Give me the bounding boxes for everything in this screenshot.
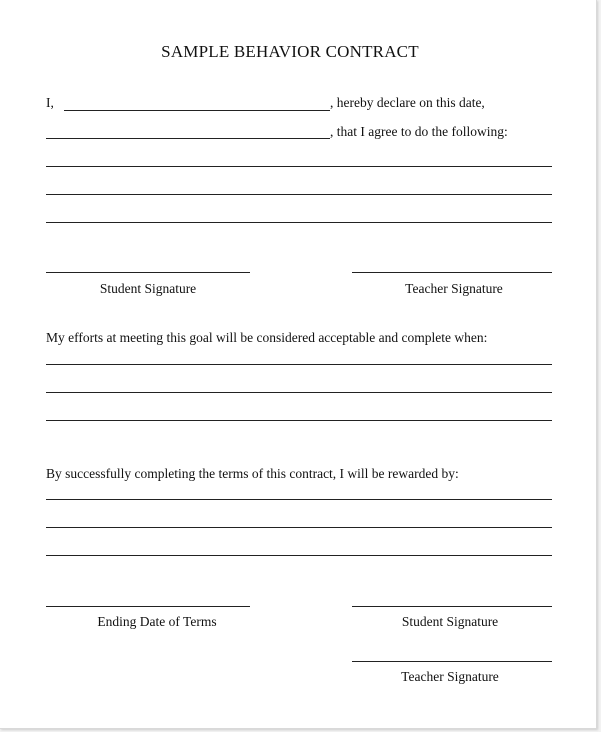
acceptance-line-1[interactable] [46,364,552,365]
document-title: SAMPLE BEHAVIOR CONTRACT [161,42,419,61]
reward-line-1[interactable] [46,499,552,500]
teacher-signature-line-top[interactable] [352,272,552,273]
agreement-line-3[interactable] [46,222,552,223]
reward-line-2[interactable] [46,527,552,528]
acceptance-prompt: My efforts at meeting this goal will be considered acceptable and complete when: [46,330,488,345]
date-line[interactable] [46,138,330,139]
acceptance-line-2[interactable] [46,392,552,393]
reward-prompt: By successfully completing the terms of this contract, I will be rewarded by: [46,466,459,481]
ending-date-label: Ending Date of Terms [97,614,217,629]
declaration-line2-suffix: , that I agree to do the following: [330,124,508,139]
declaration-prefix: I, [46,95,54,110]
teacher-signature-label-bottom: Teacher Signature [401,669,499,684]
ending-date-line[interactable] [46,606,250,607]
student-name-line[interactable] [64,110,330,111]
teacher-signature-label-top: Teacher Signature [405,281,503,296]
student-signature-label-top: Student Signature [99,281,197,296]
student-signature-line-top[interactable] [46,272,250,273]
agreement-line-2[interactable] [46,194,552,195]
acceptance-line-3[interactable] [46,420,552,421]
agreement-line-1[interactable] [46,166,552,167]
declaration-line1-suffix: , hereby declare on this date, [330,95,485,110]
student-signature-label-bottom: Student Signature [401,614,499,629]
teacher-signature-line-bottom[interactable] [352,661,552,662]
student-signature-line-bottom[interactable] [352,606,552,607]
reward-line-3[interactable] [46,555,552,556]
